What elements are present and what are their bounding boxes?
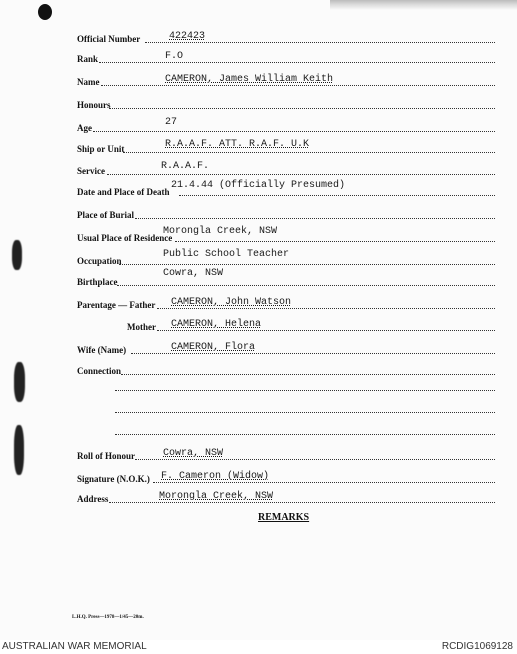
- field-service: [77, 162, 495, 176]
- mother-label: Mother: [127, 322, 156, 332]
- field-connection: [77, 362, 495, 376]
- rank-label: Rank: [77, 54, 99, 64]
- death-label: Date and Place of Death: [77, 187, 170, 197]
- signature-label: Signature (N.O.K.): [77, 474, 150, 484]
- field-ship-or-unit: [77, 140, 495, 154]
- field-residence: [77, 226, 495, 243]
- address-value: Morongla Creek, NSW: [159, 491, 274, 502]
- ship-label: Ship or Unit: [77, 144, 125, 154]
- ship-value: R.A.A.F. ATT. R.A.F. U.K: [165, 139, 310, 150]
- age-label: Age: [77, 123, 92, 133]
- field-rank: [77, 50, 495, 64]
- connection-line-1: [115, 390, 495, 391]
- field-address: [77, 490, 495, 504]
- mother-value: CAMERON, Helena: [171, 319, 262, 330]
- father-label: Parentage — Father: [77, 300, 156, 310]
- archive-name: AUSTRALIAN WAR MEMORIAL: [2, 641, 147, 652]
- burial-label: Place of Burial: [77, 210, 134, 220]
- field-age: [77, 119, 495, 133]
- residence-value: Morongla Creek, NSW: [163, 226, 278, 237]
- field-wife: [77, 341, 495, 355]
- punch-hole-mid-1: [12, 240, 22, 270]
- archive-footer: [0, 640, 517, 654]
- punch-hole-bottom: [14, 425, 24, 475]
- field-birthplace: [77, 268, 495, 287]
- field-occupation: [77, 249, 495, 266]
- field-death: [77, 180, 495, 197]
- rank-value: F.O: [165, 51, 184, 62]
- birthplace-label: Birthplace: [77, 277, 118, 287]
- roll-value: Cowra, NSW: [163, 448, 224, 459]
- scan-edge-shadow: [330, 0, 517, 10]
- field-burial: [77, 206, 495, 220]
- birthplace-value: Cowra, NSW: [163, 268, 224, 279]
- father-value: CAMERON, John Watson: [171, 297, 292, 308]
- name-value: CAMERON, James William Keith: [165, 74, 334, 85]
- official-number-value: 422423: [169, 31, 206, 42]
- connection-label: Connection: [77, 366, 122, 376]
- field-name: [77, 73, 495, 87]
- printer-note: L.H.Q. Press—1978—1/45—20m.: [72, 615, 144, 620]
- connection-line-2: [115, 412, 495, 413]
- death-value: 21.4.44 (Officially Presumed): [171, 180, 346, 191]
- name-label: Name: [77, 77, 100, 87]
- field-roll-of-honour: [77, 447, 495, 461]
- connection-line-3: [115, 434, 495, 435]
- service-value: R.A.A.F.: [161, 161, 210, 172]
- punch-hole-mid-2: [14, 362, 25, 402]
- wife-value: CAMERON, Flora: [171, 342, 256, 353]
- signature-value: F. Cameron (Widow): [161, 471, 270, 482]
- occupation-label: Occupation: [77, 256, 122, 266]
- punch-hole-top: [38, 4, 52, 20]
- archive-reference: RCDIG1069128: [441, 641, 513, 652]
- field-father: [77, 296, 495, 310]
- field-mother: [77, 318, 495, 332]
- remarks-heading: REMARKS: [258, 512, 310, 523]
- service-label: Service: [77, 166, 105, 176]
- honours-label: Honours: [77, 100, 111, 110]
- residence-label: Usual Place of Residence: [77, 233, 173, 243]
- age-value: 27: [165, 117, 178, 128]
- field-official-number: [77, 30, 495, 44]
- field-signature: [77, 470, 495, 484]
- wife-label: Wife (Name): [77, 345, 127, 355]
- field-honours: [77, 96, 495, 110]
- address-label: Address: [77, 494, 109, 504]
- occupation-value: Public School Teacher: [163, 249, 290, 260]
- roll-label: Roll of Honour: [77, 451, 136, 461]
- official-number-label: Official Number: [77, 34, 141, 44]
